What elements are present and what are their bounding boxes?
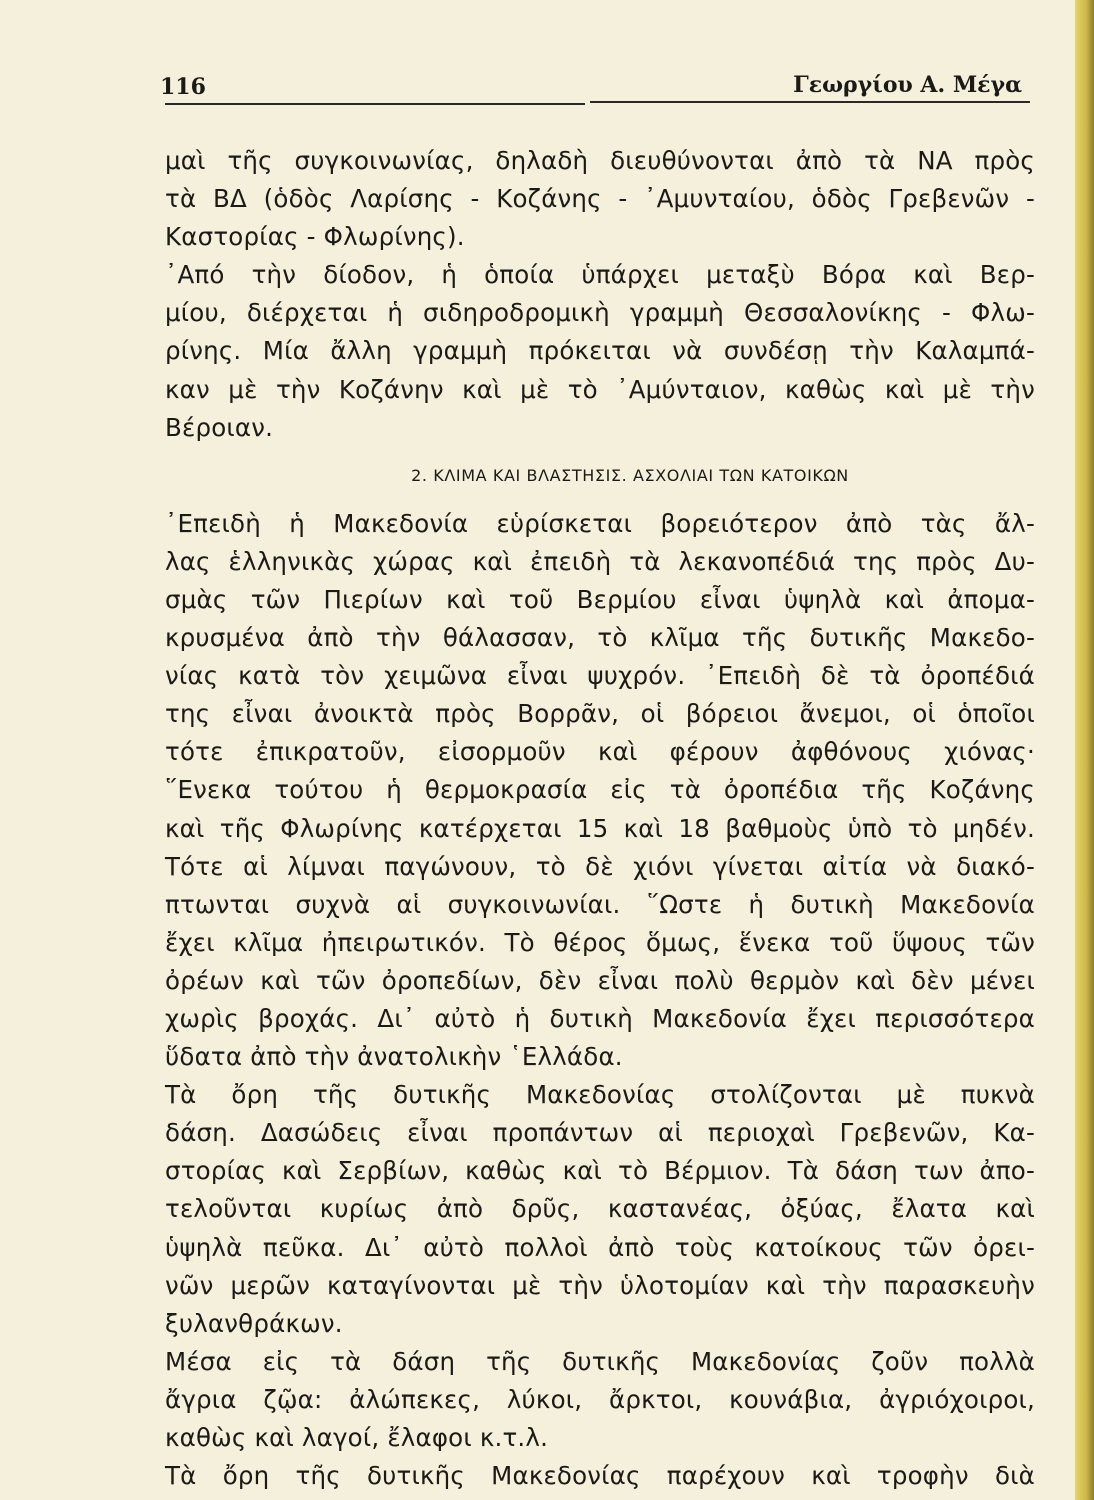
text-line: ὀρέων καὶ τῶν ὀροπεδίων, δὲν εἶναι πολὺ θερμὸν καὶ δὲν μένει	[165, 965, 1035, 995]
text-line: σμὰς τῶν Πιερίων καὶ τοῦ Βερμίου εἶναι ὑψηλὰ καὶ ἀπομα-	[165, 584, 1035, 614]
page-edge	[1075, 0, 1094, 1500]
text-line: της εἶναι ἀνοικτὰ πρὸς Βορρᾶν, οἱ βόρειοι ἄνεμοι, οἱ ὁποῖοι	[165, 699, 1035, 729]
text-line: ξυλανθράκων.	[165, 1308, 343, 1338]
text-line: τὰ ΒΔ (ὁδὸς Λαρίσης - Κοζάνης - ᾿Αμυνταίου, ὁδὸς Γρεβενῶν -	[165, 184, 1035, 214]
text-line: μαὶ τῆς συγκοινωνίας, δηλαδὴ διευθύνονται ἀπὸ τὰ ΝΑ πρὸς	[165, 146, 1035, 175]
text-line: ἔχει κλῖμα ἠπειρωτικόν. Τὸ θέρος ὅμως, ἕνεκα τοῦ ὕψους τῶν	[165, 927, 1035, 957]
text-line: Μέσα εἰς τὰ δάση τῆς δυτικῆς Μακεδονίας ζοῦν πολλὰ	[165, 1346, 1035, 1376]
header-rule-left	[165, 103, 585, 105]
text-line: μίου, διέρχεται ἡ σιδηροδρομικὴ γραμμὴ Θεσσαλονίκης - Φλω-	[165, 298, 1035, 328]
text-line: νίας κατὰ τὸν χειμῶνα εἶναι ψυχρόν. ᾿Επειδὴ δὲ τὰ ὀροπέδιά	[165, 661, 1035, 691]
text-line: λας ἑλληνικὰς χώρας καὶ ἐπειδὴ τὰ λεκανοπέδιά της πρὸς Δυ-	[165, 546, 1035, 576]
text-line: ὑψηλὰ πεῦκα. Δι᾿ αὐτὸ πολλοὶ ἀπὸ τοὺς κατοίκους τῶν ὀρει-	[165, 1232, 1035, 1262]
text-line: στορίας καὶ Σερβίων, καθὼς καὶ τὸ Βέρμιον. Τὰ δάση των ἀπο-	[165, 1156, 1035, 1186]
body-text	[165, 142, 1035, 1495]
text-line: ᾿Από τὴν δίοδον, ἡ ὁποία ὑπάρχει μεταξὺ Βόρα καὶ Βερ-	[165, 260, 1035, 290]
text-line: ῞Ενεκα τούτου ἡ θερμοκρασία εἰς τὰ ὀροπέδια τῆς Κοζάνης	[165, 775, 1035, 805]
page-number: 116	[160, 74, 206, 100]
text-line: δάση. Δασώδεις εἶναι προπάντων αἱ περιοχαὶ Γρεβενῶν, Κα-	[165, 1118, 1035, 1148]
running-head: Γεωργίου Α. Μέγα	[793, 72, 1022, 98]
text-line: ρίνης. Μία ἄλλη γραμμὴ πρόκειται νὰ συνδέσῃ τὴν Καλαμπά-	[165, 336, 1035, 366]
text-line: πτωνται συχνὰ αἱ συγκοινωνίαι. ῞Ωστε ἡ δυτικὴ Μακεδονία	[165, 889, 1035, 919]
text-line: νῶν μερῶν καταγίνονται μὲ τὴν ὑλοτομίαν καὶ τὴν παρασκευὴν	[165, 1270, 1035, 1300]
section-heading: 2. ΚΛΙΜΑ ΚΑΙ ΒΛΑΣΤΗΣΙΣ. ΑΣΧΟΛΙΑΙ ΤΩΝ ΚΑΤΟΙΚΩΝ	[411, 465, 849, 485]
text-line: ᾿Επειδὴ ἡ Μακεδονία εὑρίσκεται βορειότερον ἀπὸ τὰς ἄλ-	[165, 508, 1035, 538]
header-rule-right	[590, 101, 1030, 103]
text-line: καν μὲ τὴν Κοζάνην καὶ μὲ τὸ ᾿Αμύνταιον, καθὼς καὶ μὲ τὴν	[165, 374, 1035, 404]
text-line: καὶ τῆς Φλωρίνης κατέρχεται 15 καὶ 18 βαθμοὺς ὑπὸ τὸ μηδέν.	[165, 813, 1035, 843]
text-line: τελοῦνται κυρίως ἀπὸ δρῦς, καστανέας, ὀξύας, ἔλατα καὶ	[165, 1194, 1035, 1224]
text-line: Τὰ ὄρη τῆς δυτικῆς Μακεδονίας στολίζονται μὲ πυκνὰ	[165, 1080, 1035, 1110]
text-line: Καστορίας - Φλωρίνης).	[165, 222, 465, 252]
text-line: χωρὶς βροχάς. Δι᾿ αὐτὸ ἡ δυτικὴ Μακεδονία ἔχει περισσότερα	[165, 1003, 1035, 1033]
text-line: ὕδατα ἀπὸ τὴν ἀνατολικὴν ῾Ελλάδα.	[165, 1042, 623, 1072]
text-line: τότε ἐπικρατοῦν, εἰσορμοῦν καὶ φέρουν ἀφθόνους χιόνας·	[165, 737, 1035, 767]
text-line: Τὰ ὄρη τῆς δυτικῆς Μακεδονίας παρέχουν καὶ τροφὴν διὰ	[165, 1461, 1035, 1491]
text-line: Βέροιαν.	[165, 412, 274, 442]
text-line: Τότε αἱ λίμναι παγώνουν, τὸ δὲ χιόνι γίνεται αἰτία νὰ διακό-	[165, 851, 1035, 881]
text-line: καθὼς καὶ λαγοί, ἔλαφοι κ.τ.λ.	[165, 1423, 549, 1452]
text-line: κρυσμένα ἀπὸ τὴν θάλασσαν, τὸ κλῖμα τῆς δυτικῆς Μακεδο-	[165, 623, 1035, 653]
text-line: ἄγρια ζῷα: ἀλώπεκες, λύκοι, ἄρκτοι, κουνάβια, ἀγριόχοιροι,	[165, 1384, 1035, 1414]
